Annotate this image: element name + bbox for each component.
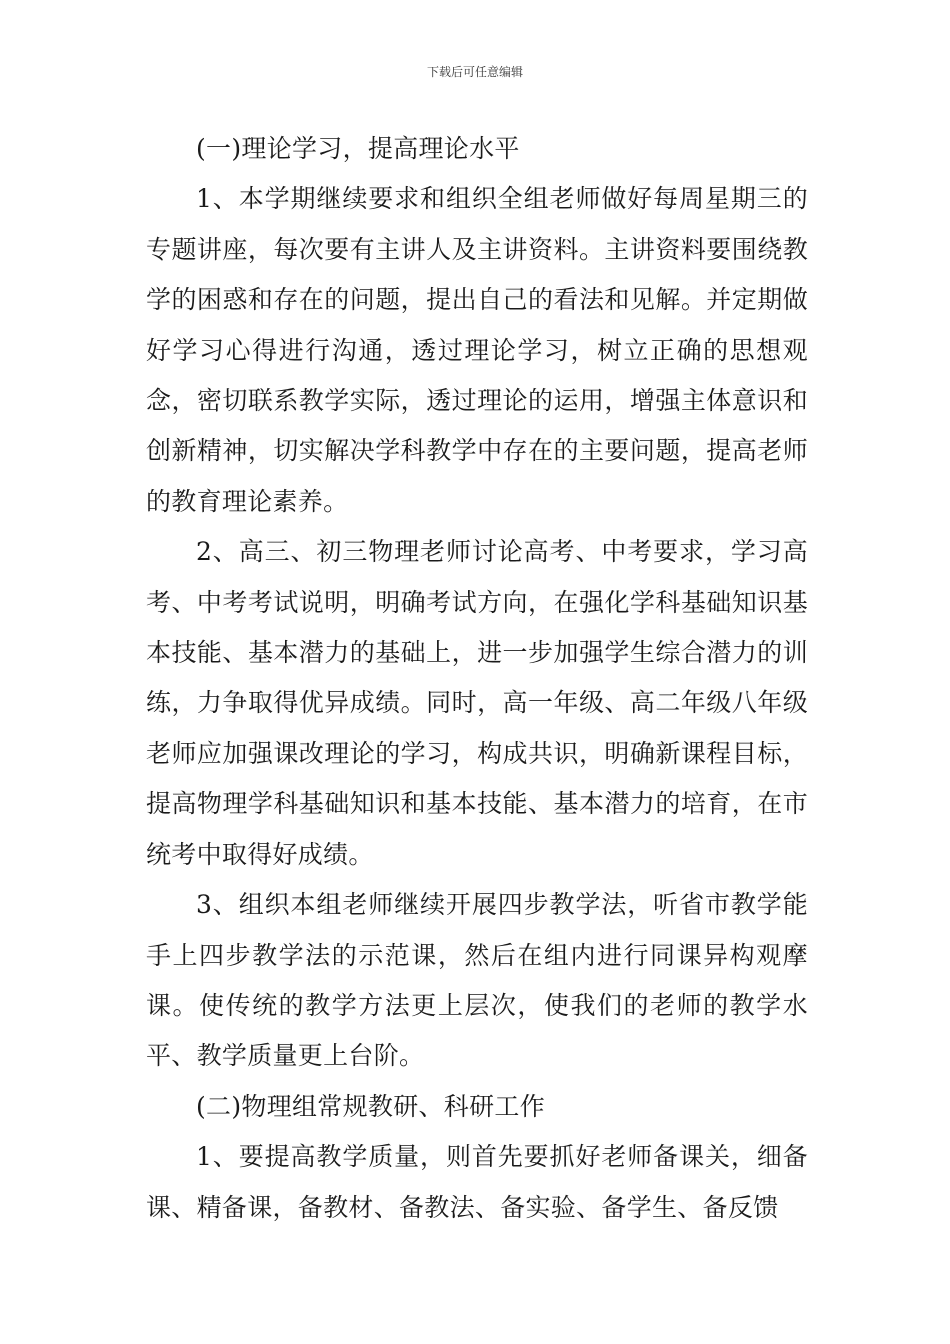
document-body: [146, 124, 808, 1233]
section-heading-routine: (二)物理组常规教研、科研工作: [196, 1091, 546, 1121]
page-header-note: 下载后可任意编辑: [426, 65, 523, 79]
section-heading-theory: (一)理论学习，提高理论水平: [196, 134, 520, 163]
paragraph-item-2: 2、高三、初三物理老师讨论高考、中考要求，学习高考、中考考试说明，明确考试方向，在强化学科基础知识基本技能、基本潜力的基础上，进一步加强学生综合潜力的训练，力争取得优异成绩。同时，高一年级、高二年级八年级老师应加强课改理论的学习，构成共识，明确新课程目标，提高物理学科基础知识和基本技能、基本潜力的培育，在市统考中取得好成绩。: [146, 537, 808, 869]
paragraph-routine-item-1: 1、要提高教学质量，则首先要抓好老师备课关，细备课、精备课，备教材、备教法、备实验、备学生、备反馈: [146, 1142, 808, 1222]
paragraph-item-3: 3、组织本组老师继续开展四步教学法，听省市教学能手上四步教学法的示范课，然后在组内进行同课异构观摩课。使传统的教学方法更上层次，使我们的老师的教学水平、教学质量更上台阶。: [146, 890, 808, 1071]
paragraph-item-1: 1、本学期继续要求和组织全组老师做好每周星期三的专题讲座，每次要有主讲人及主讲资料。主讲资料要围绕教学的困惑和存在的问题，提出自己的看法和见解。并定期做好学习心得进行沟通，透过理论学习，树立正确的思想观念，密切联系教学实际，透过理论的运用，增强主体意识和创新精神，切实解决学科教学中存在的主要问题，提高老师的教育理论素养。: [146, 184, 808, 516]
